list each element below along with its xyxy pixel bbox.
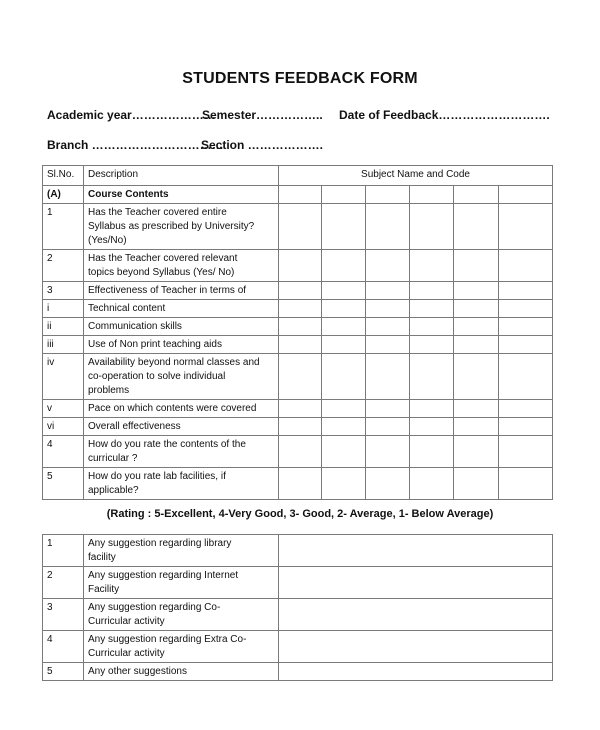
row-description: Use of Non print teaching aids	[84, 336, 279, 354]
rating-cell[interactable]	[410, 468, 454, 500]
row-slno: 1	[43, 204, 84, 250]
rating-cell[interactable]	[366, 186, 410, 204]
rating-cell[interactable]	[499, 468, 553, 500]
rating-cell[interactable]	[454, 354, 499, 400]
rating-cell[interactable]	[366, 300, 410, 318]
suggestion-row	[43, 663, 553, 681]
rating-legend: (Rating : 5-Excellent, 4-Very Good, 3- Good, 2- Average, 1- Below Average)	[106, 508, 494, 520]
rating-cell[interactable]	[410, 186, 454, 204]
table-row	[43, 250, 553, 282]
branch-field: Branch ……………………………	[47, 138, 224, 152]
row-slno: i	[43, 300, 84, 318]
row-description: Pace on which contents were covered	[84, 400, 279, 418]
row-slno: 3	[43, 599, 84, 631]
rating-cell[interactable]	[366, 250, 410, 282]
row-slno: (A)	[43, 186, 84, 204]
row-description: How do you rate the contents of the curricular ?	[84, 436, 279, 468]
rating-cell[interactable]	[454, 468, 499, 500]
row-slno: 1	[43, 535, 84, 567]
rating-cell[interactable]	[366, 354, 410, 400]
suggestion-answer-cell[interactable]	[279, 535, 553, 567]
row-slno: iv	[43, 354, 84, 400]
rating-cell[interactable]	[410, 436, 454, 468]
rating-cell[interactable]	[279, 400, 322, 418]
suggestion-row	[43, 535, 553, 567]
row-slno: 2	[43, 567, 84, 599]
rating-cell[interactable]	[410, 400, 454, 418]
row-description: How do you rate lab facilities, if applicable?	[84, 468, 279, 500]
rating-cell[interactable]	[454, 318, 499, 336]
rating-cell[interactable]	[454, 282, 499, 300]
table-row	[43, 300, 553, 318]
table-row	[43, 186, 553, 204]
rating-cell[interactable]	[366, 400, 410, 418]
col-header-subject: Subject Name and Code	[279, 166, 553, 186]
rating-cell[interactable]	[279, 336, 322, 354]
rating-cell[interactable]	[410, 300, 454, 318]
rating-cell[interactable]	[279, 318, 322, 336]
suggestion-row	[43, 567, 553, 599]
suggestion-row	[43, 599, 553, 631]
rating-cell[interactable]	[410, 354, 454, 400]
col-header-description: Description	[84, 166, 279, 186]
suggestion-answer-cell[interactable]	[279, 631, 553, 663]
rating-cell[interactable]	[322, 204, 366, 250]
rating-cell[interactable]	[410, 418, 454, 436]
rating-cell[interactable]	[322, 318, 366, 336]
rating-cell[interactable]	[454, 300, 499, 318]
rating-cell[interactable]	[499, 400, 553, 418]
rating-cell[interactable]	[499, 354, 553, 400]
rating-cell[interactable]	[322, 354, 366, 400]
table-row	[43, 418, 553, 436]
row-slno: 5	[43, 663, 84, 681]
row-slno: ii	[43, 318, 84, 336]
rating-cell[interactable]	[499, 418, 553, 436]
rating-cell[interactable]	[366, 282, 410, 300]
col-header-slno: Sl.No.	[43, 166, 84, 186]
table-row	[43, 336, 553, 354]
form-title: STUDENTS FEEDBACK FORM	[182, 70, 418, 87]
academic-year-field: Academic year…………………	[47, 108, 216, 122]
rating-cell[interactable]	[279, 436, 322, 468]
row-slno: iii	[43, 336, 84, 354]
rating-cell[interactable]	[279, 468, 322, 500]
row-description: Any suggestion regarding Co- Curricular activity	[84, 599, 279, 631]
rating-cell[interactable]	[499, 186, 553, 204]
rating-cell[interactable]	[454, 250, 499, 282]
section-field: Section ……………….	[201, 138, 324, 152]
semester-field: Semester……………..	[202, 108, 323, 122]
rating-cell[interactable]	[366, 436, 410, 468]
rating-cell[interactable]	[322, 300, 366, 318]
rating-cell[interactable]	[454, 186, 499, 204]
row-slno: 2	[43, 250, 84, 282]
table-row	[43, 400, 553, 418]
rating-cell[interactable]	[279, 418, 322, 436]
rating-cell[interactable]	[322, 468, 366, 500]
row-description: Any suggestion regarding Internet Facility	[84, 567, 279, 599]
table-row	[43, 354, 553, 400]
row-description: Effectiveness of Teacher in terms of	[84, 282, 279, 300]
table-row	[43, 468, 553, 500]
rating-cell[interactable]	[454, 336, 499, 354]
suggestion-answer-cell[interactable]	[279, 567, 553, 599]
rating-cell[interactable]	[322, 282, 366, 300]
rating-cell[interactable]	[410, 318, 454, 336]
rating-cell[interactable]	[279, 282, 322, 300]
rating-cell[interactable]	[366, 468, 410, 500]
row-description: Any suggestion regarding Extra Co- Curricular activity	[84, 631, 279, 663]
rating-cell[interactable]	[410, 336, 454, 354]
rating-cell[interactable]	[366, 204, 410, 250]
row-slno: vi	[43, 418, 84, 436]
row-description: Has the Teacher covered relevant topics beyond Syllabus (Yes/ No)	[84, 250, 279, 282]
row-description: Availability beyond normal classes and co-operation to solve individual problems	[84, 354, 279, 400]
row-description: Communication skills	[84, 318, 279, 336]
rating-cell[interactable]	[410, 282, 454, 300]
rating-cell[interactable]	[499, 336, 553, 354]
suggestion-row	[43, 631, 553, 663]
rating-cell[interactable]	[454, 400, 499, 418]
rating-cell[interactable]	[499, 318, 553, 336]
row-description: Has the Teacher covered entire Syllabus as prescribed by University? (Yes/No)	[84, 204, 279, 250]
table-row	[43, 282, 553, 300]
row-description: Any other suggestions	[84, 663, 279, 681]
rating-cell[interactable]	[322, 400, 366, 418]
rating-cell[interactable]	[322, 336, 366, 354]
table-row	[43, 436, 553, 468]
rating-cell[interactable]	[279, 250, 322, 282]
rating-cell[interactable]	[410, 204, 454, 250]
rating-cell[interactable]	[322, 418, 366, 436]
rating-cell[interactable]	[366, 418, 410, 436]
rating-cell[interactable]	[454, 204, 499, 250]
rating-cell[interactable]	[454, 436, 499, 468]
rating-cell[interactable]	[279, 186, 322, 204]
rating-cell[interactable]	[322, 186, 366, 204]
rating-cell[interactable]	[322, 436, 366, 468]
row-description: Any suggestion regarding library facility	[84, 535, 279, 567]
suggestion-answer-cell[interactable]	[279, 663, 553, 681]
rating-cell[interactable]	[279, 204, 322, 250]
row-slno: 5	[43, 468, 84, 500]
table-header-row	[43, 166, 553, 186]
rating-cell[interactable]	[499, 436, 553, 468]
row-description: Course Contents	[84, 186, 279, 204]
row-slno: 3	[43, 282, 84, 300]
date-of-feedback-field: Date of Feedback……………………….	[339, 108, 550, 122]
row-slno: 4	[43, 631, 84, 663]
table-row	[43, 318, 553, 336]
suggestions-table	[42, 534, 553, 681]
row-slno: v	[43, 400, 84, 418]
evaluation-table	[42, 165, 553, 500]
rating-cell[interactable]	[499, 300, 553, 318]
row-description: Overall effectiveness	[84, 418, 279, 436]
rating-cell[interactable]	[499, 282, 553, 300]
rating-cell[interactable]	[410, 250, 454, 282]
row-description: Technical content	[84, 300, 279, 318]
row-slno: 4	[43, 436, 84, 468]
suggestion-answer-cell[interactable]	[279, 599, 553, 631]
rating-cell[interactable]	[499, 250, 553, 282]
rating-cell[interactable]	[499, 204, 553, 250]
rating-cell[interactable]	[454, 418, 499, 436]
rating-cell[interactable]	[366, 318, 410, 336]
rating-cell[interactable]	[279, 300, 322, 318]
rating-cell[interactable]	[279, 354, 322, 400]
rating-cell[interactable]	[366, 336, 410, 354]
rating-cell[interactable]	[322, 250, 366, 282]
table-row	[43, 204, 553, 250]
